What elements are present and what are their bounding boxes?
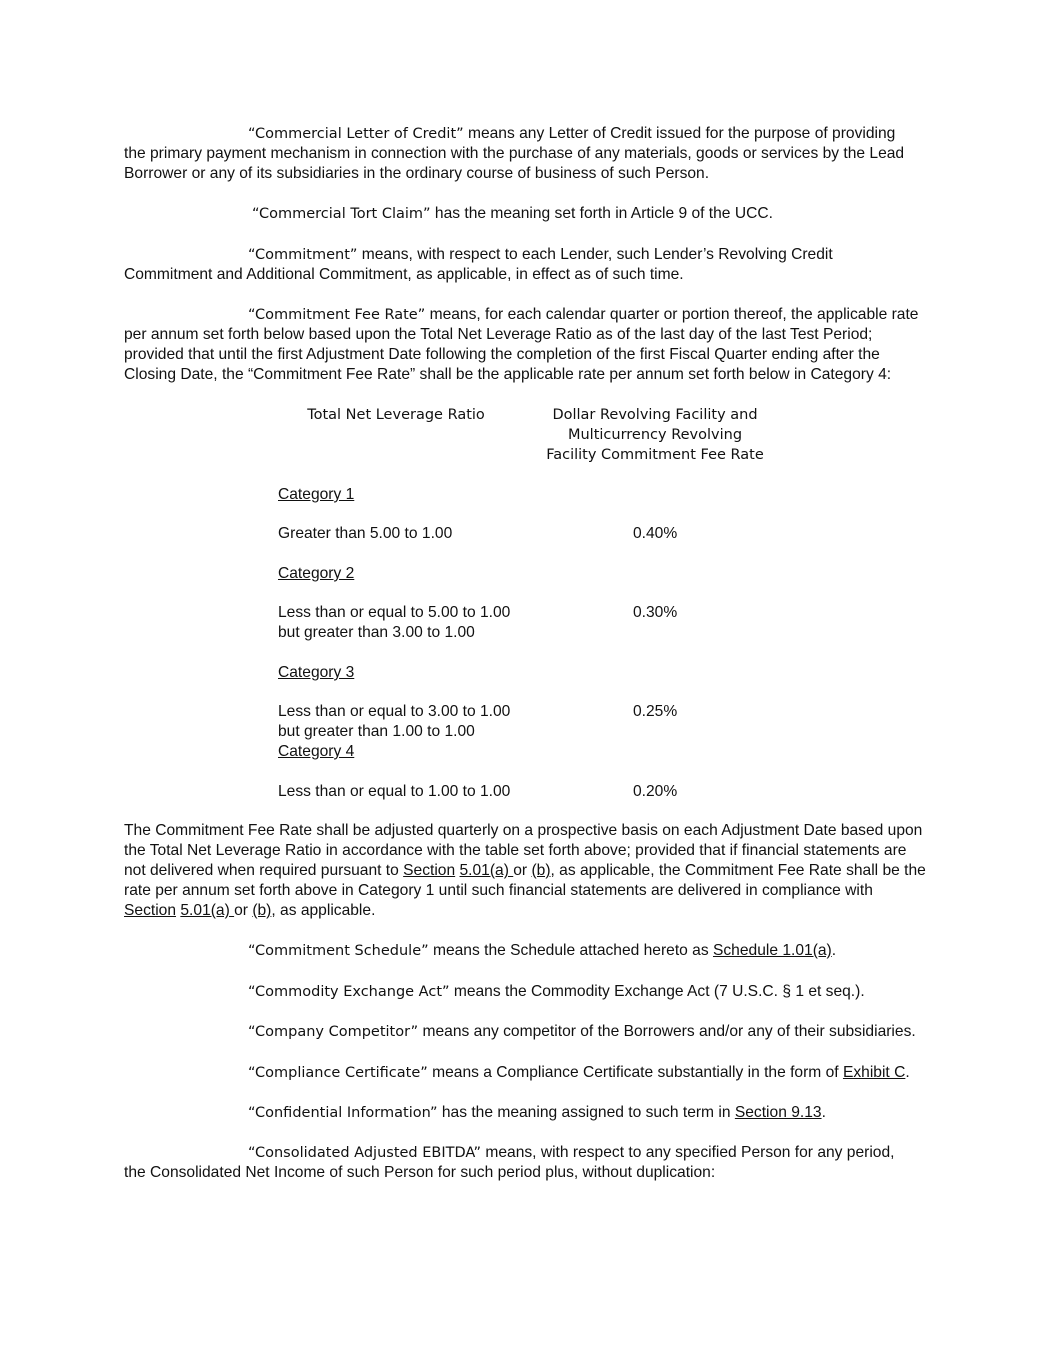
exhibit-c-link[interactable]: Exhibit C: [842, 1064, 906, 1081]
section-5-01a-link[interactable]: 5.01(a): [459, 862, 514, 879]
category-label: Category 4: [278, 743, 355, 760]
defined-term: “Compliance Certificate”: [248, 1065, 428, 1081]
defined-term: “Commodity Exchange Act”: [248, 984, 450, 1000]
section-link[interactable]: Section: [124, 902, 177, 919]
category-label: Category 3: [278, 664, 355, 681]
defined-term: “Company Competitor”: [248, 1024, 419, 1040]
table-header-rate-3: Facility Commitment Fee Rate: [546, 447, 764, 463]
defined-term: “Commercial Letter of Credit”: [248, 126, 464, 142]
defined-term: “Commitment Fee Rate”: [248, 307, 426, 323]
document-page: “Commercial Letter of Credit” means any Letter of Credit issued for the purpose of providing the primary payment mechanism in connection with the purchase of any materials, goods or services by the Lead Borrower or any of its subsidiaries in the ordinary course of business of such Person. “Commercial Tort Claim” has the meaning set forth in Article 9 of the UCC. “Commitment” means, with respect to each Lender, such Lender’s Revolving Credit Commitment and Additional Commitment, as applicable, in effect as of such time. “Commitment Fee Rate” means, for each calendar quarter or portion thereof, the applicable rate per annum set forth below based upon the Total Net Leverage Ratio as of the last day of the last Test Period; provided that until the first Adjustment Date following the completion of the first Fiscal Quarter ending after the Closing Date, the “Commitment Fee Rate” shall be the applicable rate per annum set forth below in Category 4: Total Net Leverage Ratio Dollar Revolving Facility and Multicurrency Revolving Facility Commitment Fee Rate Category 1 Greater than 5.00 to 1.00 0.40% Category 2 Less than or equal to 5.00 to 1.00 but greater than 3.00 to 1.00 0.30% Category 3 Less than or equal to 3.00 to 1.00 but greater than 1.00 to 1.00 0.25% Category 4 Less than or equal to 1.00 to 1.00 0.20% The Commitment Fee Rate shall be adjusted quarterly on a prospective basis on each Adjustment Date based upon the Total Net Leverage Ratio in accordance with the table set forth above; provided that if financial statements are not delivered when required pursuant to Section 5.01(a) or (b), as applicable, the Commitment Fee Rate shall be the rate per annum set forth above in Category 1 until such financial statements are delivered in compliance with Section 5.01(a) or (b), as applicable. “Commitment Schedule” means the Schedule attached hereto as Schedule 1.01(a). “Commodity Exchange Act” means the Commodity Exchange Act (7 U.S.C. § 1 et seq.). “Company Competitor” means any competitor of the Borrowers and/or any of their subsidiaries. “Compliance Certificate” means a Compliance Certificate substantially in the form of Exhibit C. “Confidential Information” has the meaning assigned to such term in Section 9.13. “Consolidated Adjusted EBITDA” means, with respect to any specified Person for any period, the Consolidated Net Income of such Person for such period plus, without duplication:: [124, 125, 926, 1181]
section-link[interactable]: Section: [403, 862, 456, 879]
ratio-text: Less than or equal to 3.00 to 1.00: [278, 703, 511, 720]
schedule-1-01a-link[interactable]: Schedule 1.01(a): [712, 942, 832, 959]
category-label: Category 2: [278, 565, 355, 582]
ratio-text: Less than or equal to 1.00 to 1.00: [278, 783, 511, 800]
table-header-ratio: Total Net Leverage Ratio: [307, 407, 485, 423]
fee-rate-value: 0.20%: [633, 783, 678, 800]
fee-rate-value: 0.40%: [633, 525, 678, 542]
ratio-text: Less than or equal to 5.00 to 1.00: [278, 604, 511, 621]
fee-rate-value: 0.30%: [633, 604, 678, 621]
defined-term: “Commercial Tort Claim”: [252, 206, 431, 222]
section-5-01b-link[interactable]: (b): [531, 862, 551, 879]
defined-term: “Commitment”: [248, 247, 358, 263]
category-label: Category 1: [278, 486, 355, 503]
defined-term: “Consolidated Adjusted EBITDA”: [248, 1145, 482, 1161]
fee-rate-value: 0.25%: [633, 703, 678, 720]
section-5-01a-link[interactable]: 5.01(a): [180, 902, 235, 919]
section-5-01b-link[interactable]: (b): [252, 902, 272, 919]
ratio-text: but greater than 3.00 to 1.00: [278, 624, 475, 641]
defined-term: “Confidential Information”: [248, 1105, 438, 1121]
table-header-rate-2: Multicurrency Revolving: [567, 427, 743, 443]
ratio-text: but greater than 1.00 to 1.00: [278, 723, 475, 740]
defined-term: “Commitment Schedule”: [248, 943, 429, 959]
ratio-text: Greater than 5.00 to 1.00: [278, 525, 453, 542]
section-9-13-link[interactable]: Section 9.13: [734, 1104, 822, 1121]
table-header-rate-1: Dollar Revolving Facility and: [552, 407, 758, 423]
